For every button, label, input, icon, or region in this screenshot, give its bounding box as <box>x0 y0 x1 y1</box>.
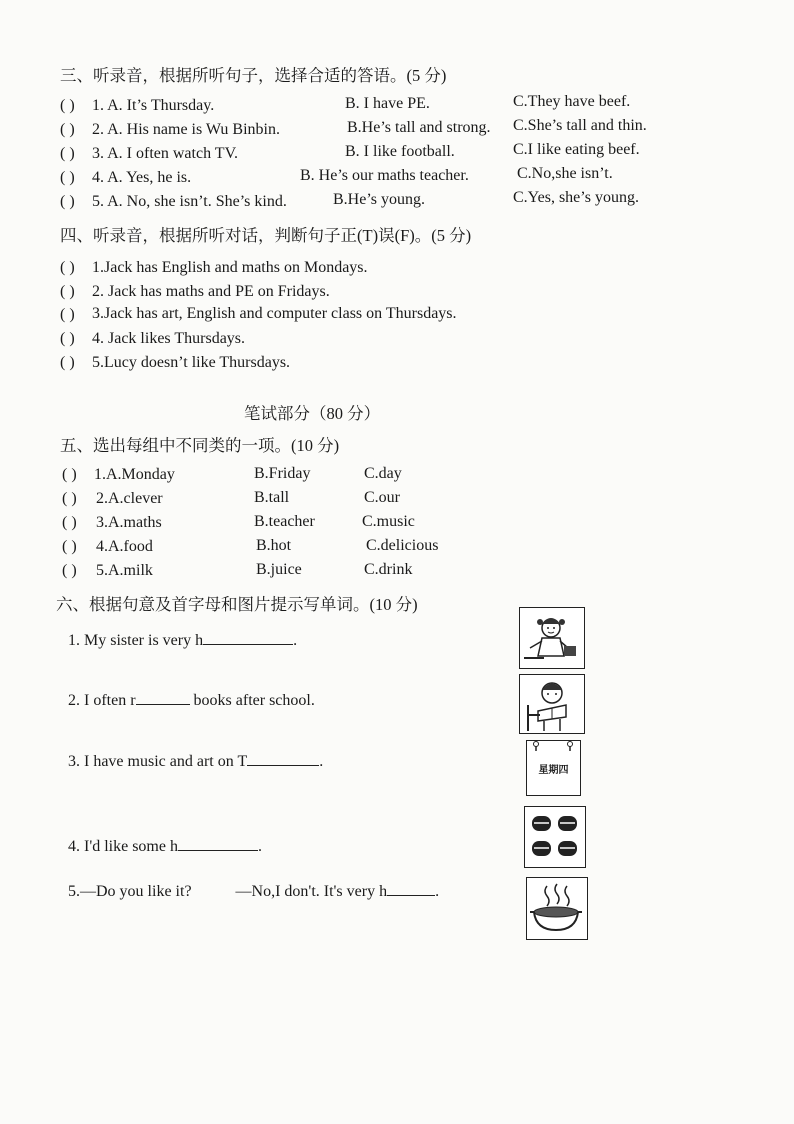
statement-text: 1.Jack has English and maths on Mondays. <box>92 259 368 276</box>
answer-paren[interactable]: ( ) <box>60 145 75 162</box>
option-a: 4.A.food <box>96 538 153 555</box>
option-b: B. I have PE. <box>345 95 430 112</box>
option-c: C.drink <box>364 561 413 578</box>
option-b: B. He’s our maths teacher. <box>300 167 469 184</box>
calendar-label: 星期四 <box>538 765 569 776</box>
answer-blank[interactable] <box>387 881 435 896</box>
option-b: B.He’s tall and strong. <box>347 119 491 136</box>
girl-doing-housework-icon <box>519 607 585 669</box>
option-c: C.music <box>362 513 415 530</box>
option-c: C.They have beef. <box>513 93 631 110</box>
answer-paren[interactable]: ( ) <box>60 259 75 276</box>
option-b: B.Friday <box>254 465 311 482</box>
answer-paren[interactable]: ( ) <box>60 169 75 186</box>
option-b: B.teacher <box>254 513 315 530</box>
hot-soup-icon <box>526 877 588 940</box>
option-c: C.Yes, she’s young. <box>513 189 639 206</box>
answer-paren[interactable]: ( ) <box>62 538 77 555</box>
option-b: B. I like football. <box>345 143 455 160</box>
fill-item-2: 2. I often r books after school. <box>68 692 315 709</box>
option-b: B.hot <box>256 537 292 554</box>
option-c: C.No,she isn’t. <box>517 165 613 182</box>
answer-paren[interactable]: ( ) <box>62 514 77 531</box>
option-a: 3. A. I often watch TV. <box>92 145 239 162</box>
option-a: 5. A. No, she isn’t. She’s kind. <box>92 193 287 210</box>
answer-blank[interactable] <box>136 690 190 705</box>
statement-text: 3.Jack has art, English and computer class on Thursdays. <box>92 305 457 322</box>
option-a: 2.A.clever <box>96 490 163 507</box>
statement-text: 4. Jack likes Thursdays. <box>92 330 246 347</box>
option-a: 3.A.maths <box>96 514 162 531</box>
option-b: B.tall <box>254 489 290 506</box>
section-4-heading: 四、听录音，根据所听对话，判断句子正(T)误(F)。(5 分) <box>60 226 472 245</box>
answer-paren[interactable]: ( ) <box>62 562 77 579</box>
fill-item-4: 4. I'd like some h . <box>68 838 262 855</box>
fill-item-5: 5.—Do you like it? —No,I don't. It's very h . <box>68 883 440 900</box>
option-b: B.juice <box>256 561 302 578</box>
answer-blank[interactable] <box>247 751 319 766</box>
answer-paren[interactable]: ( ) <box>60 121 75 138</box>
option-c: C.our <box>364 489 400 506</box>
fill-item-3: 3. I have music and art on T . <box>68 753 324 770</box>
option-c: C.delicious <box>366 537 439 554</box>
answer-paren[interactable]: ( ) <box>60 97 75 114</box>
calendar-thursday-icon <box>526 740 581 796</box>
answer-paren[interactable]: ( ) <box>62 466 77 483</box>
answer-paren[interactable]: ( ) <box>62 490 77 507</box>
section-5-heading: 五、选出每组中不同类的一项。(10 分) <box>60 436 340 455</box>
fill-item-1: 1. My sister is very h . <box>68 632 298 649</box>
section-6-heading: 六、根据句意及首字母和图片提示写单词。(10 分) <box>56 595 418 614</box>
option-a: 1.A.Monday <box>94 466 175 483</box>
answer-paren[interactable]: ( ) <box>60 193 75 210</box>
option-a: 2. A. His name is Wu Binbin. <box>92 121 280 138</box>
section-3-heading: 三、听录音，根据所听句子，选择合适的答语。(5 分) <box>60 66 447 85</box>
option-a: 5.A.milk <box>96 562 153 579</box>
option-c: C.day <box>364 465 402 482</box>
answer-paren[interactable]: ( ) <box>60 306 75 323</box>
hamburgers-icon <box>524 806 586 868</box>
statement-text: 2. Jack has maths and PE on Fridays. <box>92 283 330 300</box>
answer-paren[interactable]: ( ) <box>60 283 75 300</box>
answer-paren[interactable]: ( ) <box>60 354 75 371</box>
option-c: C.I like eating beef. <box>513 141 640 158</box>
option-c: C.She’s tall and thin. <box>513 117 647 134</box>
answer-paren[interactable]: ( ) <box>60 330 75 347</box>
answer-blank[interactable] <box>178 836 258 851</box>
option-a: 1. A. It’s Thursday. <box>92 97 215 114</box>
boy-reading-icon <box>519 674 585 734</box>
option-a: 4. A. Yes, he is. <box>92 169 192 186</box>
written-part-title: 笔试部分（80 分） <box>244 404 381 423</box>
option-b: B.He’s young. <box>333 191 425 208</box>
statement-text: 5.Lucy doesn’t like Thursdays. <box>92 354 291 371</box>
answer-blank[interactable] <box>203 630 293 645</box>
